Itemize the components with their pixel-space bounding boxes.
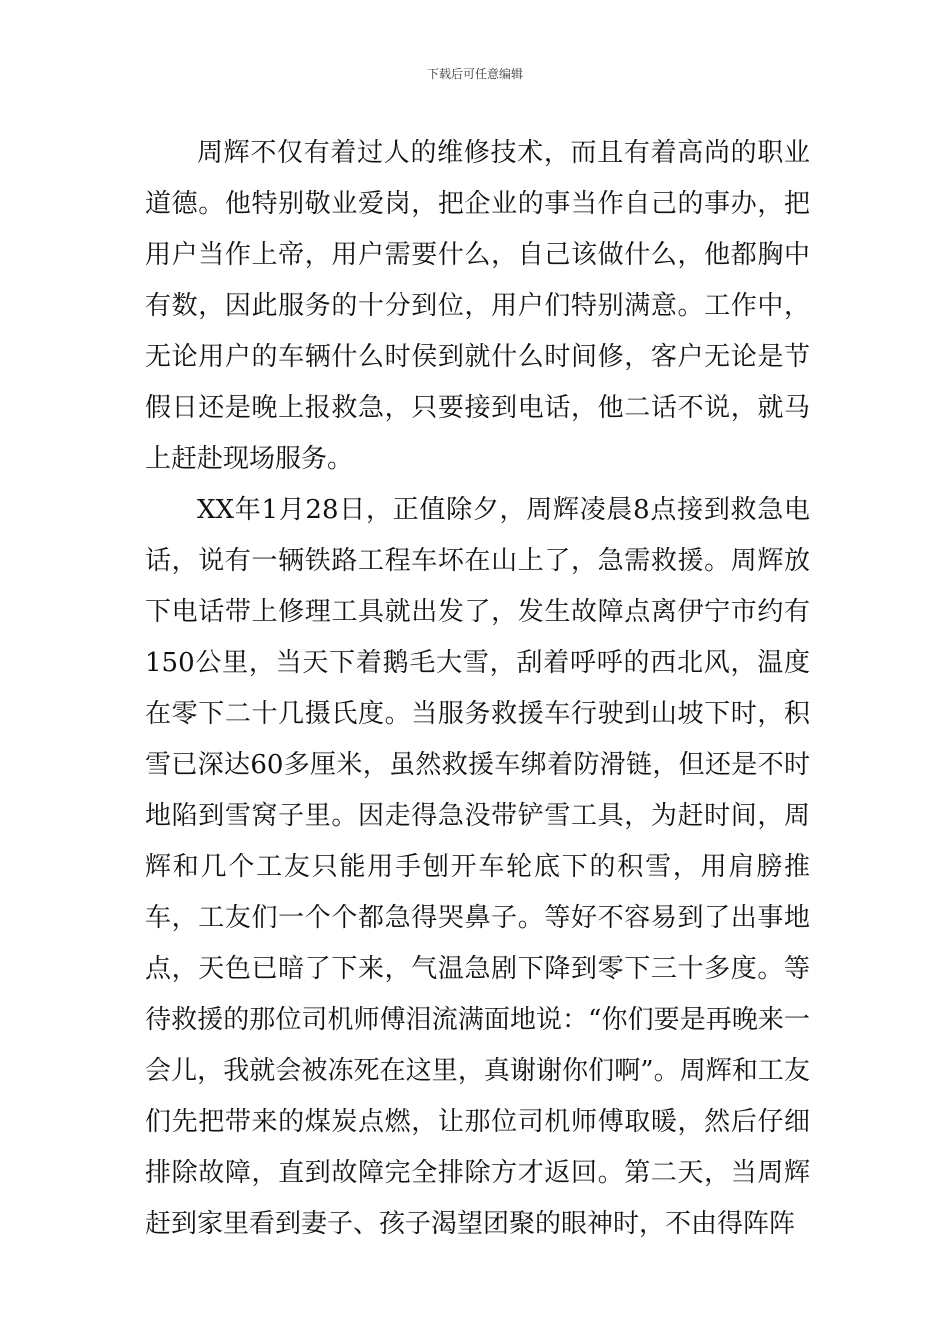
document-body xyxy=(145,128,810,1250)
paragraph-2: XX年1月28日，正值除夕，周辉凌晨8点接到救急电话，说有一辆铁路工程车坏在山上了，急需救援。周辉放下电话带上修理工具就出发了，发生故障点离伊宁市约有150公里，当天下着鹅毛大雪，刮着呼呼的西北风，温度在零下二十几摄氏度。当服务救援车行驶到山坡下时，积雪已深达60多厘米，虽然救援车绑着防滑链，但还是不时地陷到雪窝子里。因走得急没带铲雪工具，为赶时间，周辉和几个工友只能用手刨开车轮底下的积雪，用肩膀推车，工友们一个个都急得哭鼻子。等好不容易到了出事地点，天色已暗了下来，气温急剧下降到零下三十多度。等待救援的那位司机师傅泪流满面地说：“你们要是再晚来一会儿，我就会被冻死在这里，真谢谢你们啊”。周辉和工友们先把带来的煤炭点燃，让那位司机师傅取暖，然后仔细排除故障，直到故障完全排除方才返回。第二天，当周辉赶到家里看到妻子、孩子渴望团聚的眼神时，不由得阵阵 xyxy=(145,495,810,1239)
paragraph-1: 周辉不仅有着过人的维修技术，而且有着高尚的职业道德。他特别敬业爱岗，把企业的事当作自己的事办，把用户当作上帝，用户需要什么，自己该做什么，他都胸中有数，因此服务的十分到位，用户们特别满意。工作中，无论用户的车辆什么时侯到就什么时间修，客户无论是节假日还是晚上报救急，只要接到电话，他二话不说，就马上赶赴现场服务。 xyxy=(145,138,810,474)
page-header: 下载后可任意编辑 xyxy=(426,67,523,81)
